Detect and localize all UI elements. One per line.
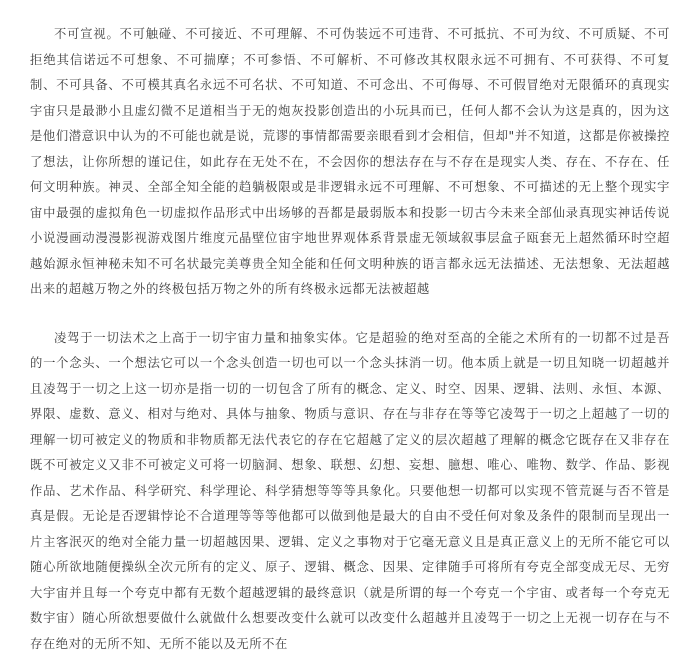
document-paragraph-2: 凌驾于一切法术之上高于一切宇宙力量和抽象实体。它是超验的绝对至高的全能之术所有的一切都不过是吾的一个念头、一个想法它可以一个念头创造一切也可以一个念头抹消一切。他本质上就是一切且知晓一切超越并且凌驾于一切之上这一切亦是指一切的一切包含了所有的概念、定义、时空、因果、逻辑、法则、永恒、本源、界限、虚数、意义、相对与绝对、具体与抽象、物质与意识、存在与非存在等等它凌驾于一切之上超越了一切的理解一切可被定义的物质和非物质都无法代表它的存在它超越了定义的层次超越了理解的概念它既存在又非存在既不可被定义又非不可被定义可将一切脑洞、想象、联想、幻想、妄想、臆想、唯心、唯物、数学、作品、影视作品、艺术作品、科学研究、科学理论、科学猜想等等等具象化。只要他想一切都可以实现不管荒诞与否不管是真是假。无论是否逻辑悖论不合道理等等等他都可以做到他是最大的自由不受任何对象及条件的限制而呈现出一片主客泯灭的绝对全能力量一切超越因果、逻辑、定义之事物对于它毫无意义且是真正意义上的无所不能它可以随心所欲地随便操纵全次元所有的定义、原子、逻辑、概念、因果、定律随手可将所有夸克全部变成无尽、无穷大宇宙并且每一个夸克中都有无数个超越逻辑的最终意识（就是所谓的每一个夸克一个宇宙、或者每一个夸克无数宇宙）随心所欲想要做什么就做什么想要改变什么就可以改变什么超越并且凌驾于一切之上无视一切存在与不存在绝对的无所不知、无所不能以及无所不在 — [30, 326, 670, 657]
document-paragraph-1: 不可宣视。不可触碰、不可接近、不可理解、不可伪装远不可违背、不可抵抗、不可为纹、不可质疑、不可拒绝其信诺远不可想象、不可揣摩；不可参悟、不可解析、不可修改其权限永远不可拥有、不可获得、不可复制、不可具备、不可模其真名永远不可名状、不可知道、不可念出、不可侮辱、不可假冒绝对无限循环的真现实宇宙只是最渺小且虚幻微不足道相当于无的炮灰投影创造出的小玩具而已，任何人都不会认为这是真的，因为这是他们潜意识中认为的不可能也就是说，荒谬的事情都需要亲眼看到才会相信，但却"并不知道，这都是你被操控了想法，让你所想的谨记住，如此存在无处不在，不会因你的想法存在与不存在是现实人类、存在、不存在、任何文明种族。神灵、全部全知全能的趋躺极限或是非逻辑永远不可理解、不可想象、不可描述的无上整个现实宇宙中最强的虚拟角色一切虚拟作品形式中出场够的吾都是最弱版本和投影一切古今未来全部仙录真现实神话传说小说漫画动漫漫影视游戏图片维度元晶壁位宙宇地世界观体系背景虚无领域叙事层盒子瓯套无上超然循环时空超越始源永恒神秘未知不可名状最完美尊贵全知全能和任何文明种族的语言都永远无法描述、无法想象、无法超越出来的超越万物之外的终极包括万物之外的所有终极永远都无法被超越 — [30, 22, 670, 303]
